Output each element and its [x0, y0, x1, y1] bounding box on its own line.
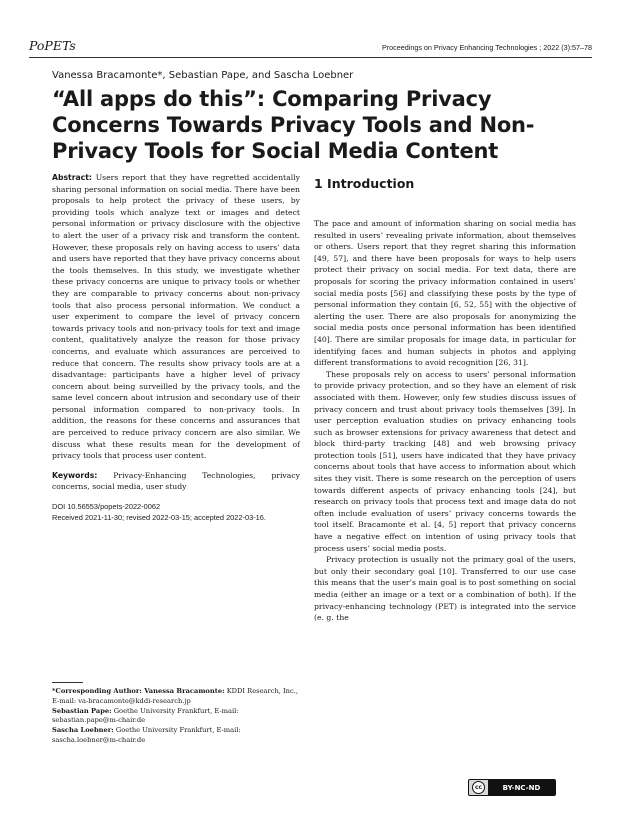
abstract-text: Users report that they have regretted accidentally sharing personal information on social media. There have been proposals to help protect the privacy of these users, by providing tools which analyze text or images and detect personal information or privacy disclosure with the objective to alert the user of a privacy risk and transform the content. However, these proposals rely on having access to users’ data and users have reported that they have privacy concerns about the tools themselves. In this study, we investigate whether these privacy concerns are unique to privacy tools or whether they are comparable to privacy concerns about non-privacy tools that also process personal information. We conduct a user experiment to compare the level of privacy concern towards privacy tools and non-privacy tools for text and image content, qualitatively analyze the reason for those privacy concerns, and evaluate which assurances are perceived to reduce that concern. The results show privacy tools are at a disadvantage: participants have a higher level of privacy concern about being surveilled by the privacy tools, and the same level concern about intrusion and secondary use of their personal information compared to non-privacy tools. In addition, the reasons for these concerns and assurances that are perceived to reduce privacy concern are also similar. We discuss what these results mean for the development of privacy tools that process user content.	[52, 173, 300, 461]
intro-paragraph: These proposals rely on access to users’ personal information to provide privacy protection, and so they have an element of risk associated with them. However, only few studies discuss issues of privacy concern and trust about privacy tools themselves [39]. In user perception evaluation studies on privacy enhancing tools such as browser extensions for privacy awareness that detect and block third-party tracking [48] and web browsing privacy protection tools [51], users have indicated that they have privacy concerns about tools that have access to information about which sites they visit. There is some research on the perception of users towards different aspects of privacy enhancing tools [24], but research on privacy tools that process text and image data do not often include evaluation of users’ privacy concerns towards the tool itself. Bracamonte et al. [4, 5] report that privacy concerns have a negative effect on intention of using privacy tools that process users’ social media posts.	[314, 369, 576, 553]
footnote-author: Sascha Loebner:	[52, 726, 114, 735]
intro-paragraph: Privacy protection is usually not the primary goal of the users, but only their secondary goal [10]. Transferred to our use case this means that the user’s main goal is to post something on social media (either an image or a text or a combination of both). If the privacy-enhancing technology (PET) is integrated into the service (e. g. the	[314, 555, 576, 623]
footnote-item	[52, 707, 300, 727]
section-heading-introduction: 1 Introduction	[314, 176, 415, 191]
footnote-affiliation: Goethe University Frankfurt, E-mail: sascha.loebner@m-chair.de	[52, 726, 241, 744]
license-label: BY-NC-ND	[488, 780, 555, 795]
footnote-affiliation: KDDI Research, Inc., E-mail: va-bracamonte@kddi-research.jp	[52, 687, 298, 705]
left-column	[52, 172, 300, 523]
keywords-label: Keywords:	[52, 470, 98, 480]
footnote-item	[52, 726, 300, 746]
footnote-item	[52, 687, 300, 707]
creative-commons-icon: cc	[472, 781, 485, 794]
authors: Vanessa Bracamonte*, Sebastian Pape, and Sascha Loebner	[52, 70, 354, 81]
footnote-rule	[52, 682, 83, 683]
footnote-affiliation: Goethe University Frankfurt, E-mail: sebastian.pape@m-chair.de	[52, 706, 239, 725]
journal-name: PoPETs	[29, 38, 76, 53]
abstract	[52, 172, 300, 462]
intro-paragraph: The pace and amount of information sharing on social media has resulted in users’ revealing private information, about themselves or others. Users report that they regret sharing this information [49, 57], and there have been proposals for ways to help users protect their privacy on social media. For text data, there are proposals for scoring the privacy information contained in users’ social media posts [56] and classifying these posts by the type of personal information they contain [6, 52, 55] with the objective of alerting the user. There are also proposals for anonymizing the social media posts once personal information has been identified [40]. There are similar proposals for image data, in particular for identifying faces and human subjects in photos and applying different transformations to avoid recognition [26, 31].	[314, 219, 576, 368]
paper-title: “All apps do this”: Comparing Privacy Concerns Towards Privacy Tools and Non-Privacy Tools for Social Media Content	[52, 87, 535, 163]
footnote-author: *Corresponding Author: Vanessa Bracamonte:	[52, 687, 225, 695]
doi[interactable]: DOI 10.56553/popets-2022-0062	[52, 502, 161, 512]
keywords	[52, 470, 300, 493]
abstract-label: Abstract:	[52, 173, 92, 182]
right-column	[314, 176, 576, 624]
keywords-text: Privacy-Enhancing Technologies, privacy concerns, social media, user study	[52, 470, 300, 492]
cc-license-badge[interactable]	[468, 779, 556, 796]
journal-info: Proceedings on Privacy Enhancing Technologies ; 2022 (3):57–78	[381, 43, 592, 52]
received-dates: Received 2021-11-30; revised 2022-03-15; accepted 2022-03-16.	[52, 513, 266, 523]
header-rule	[29, 57, 592, 58]
page-header	[29, 38, 592, 54]
footnote-author: Sebastian Pape:	[52, 706, 112, 715]
footnotes	[52, 687, 300, 746]
